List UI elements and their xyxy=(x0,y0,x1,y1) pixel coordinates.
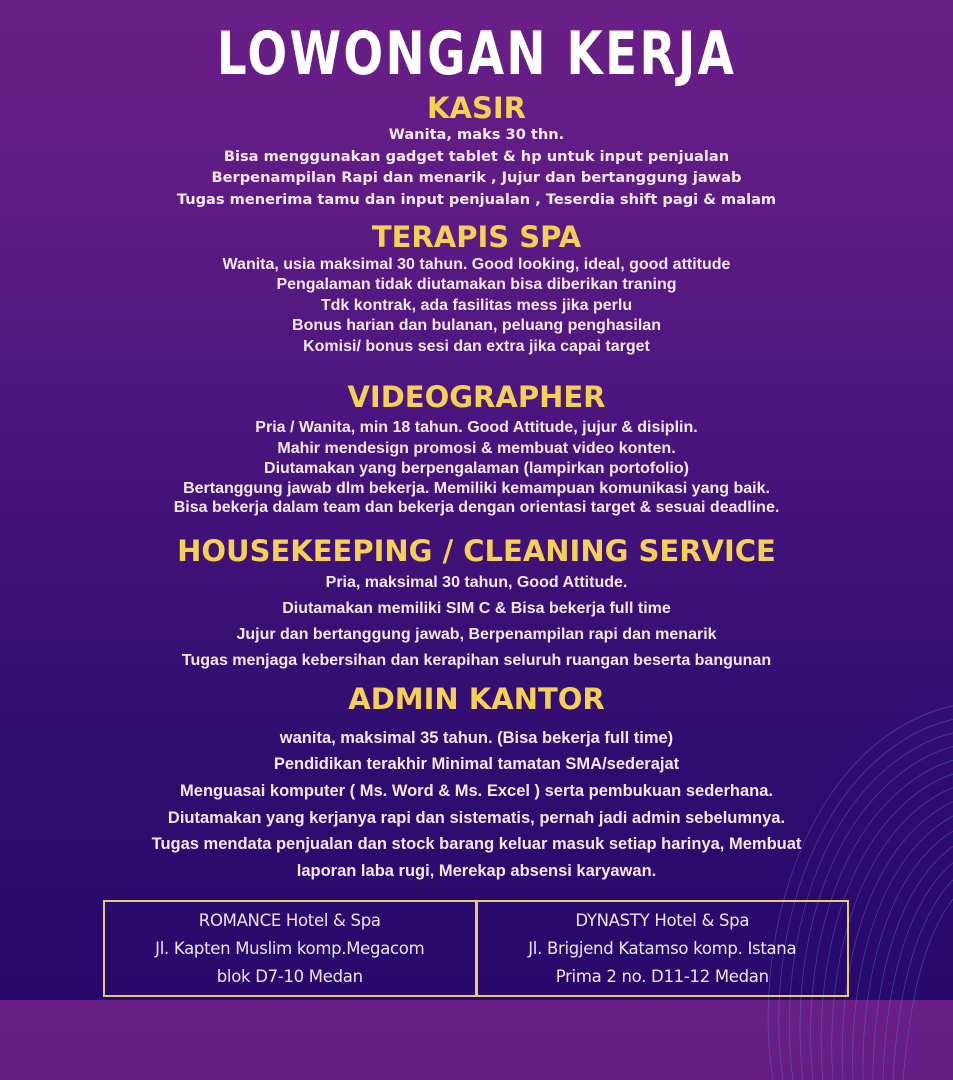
videographer-requirement: Mahir mendesign promosi & membuat video konten. xyxy=(277,440,676,457)
section-heading-housekeeping: HOUSEKEEPING / CLEANING SERVICE xyxy=(177,534,776,568)
housekeeping-requirement: Diutamakan memiliki SIM C & Bisa bekerja full time xyxy=(282,600,671,617)
videographer-requirement: Bertanggung jawab dlm bekerja. Memiliki kemampuan komunikasi yang baik. xyxy=(183,480,770,497)
terapis-requirement: Bonus harian dan bulanan, peluang penghasilan xyxy=(292,317,661,334)
location-address: Jl. Brigjend Katamso komp. Istana xyxy=(528,938,797,958)
kasir-requirement: Tugas menerima tamu dan input penjualan , Teserdia shift pagi & malam xyxy=(176,191,777,208)
videographer-requirement: Diutamakan yang berpengalaman (lampirkan portofolio) xyxy=(264,460,689,477)
terapis-requirement: Komisi/ bonus sesi dan extra jika capai target xyxy=(303,338,650,355)
admin-requirement: Diutamakan yang kerjanya rapi dan sistematis, pernah jadi admin sebelumnya. xyxy=(167,809,786,827)
terapis-requirement: Pengalaman tidak diutamakan bisa diberikan traning xyxy=(276,276,677,293)
location-box-dynasty xyxy=(476,900,850,997)
section-heading-videographer: VIDEOGRAPHER xyxy=(347,380,606,414)
terapis-requirement: Wanita, usia maksimal 30 tahun. Good looking, ideal, good attitude xyxy=(222,256,731,273)
section-heading-terapis-spa: TERAPIS SPA xyxy=(371,220,582,254)
admin-requirement: Tugas mendata penjualan dan stock barang keluar masuk setiap harinya, Membuat xyxy=(151,835,802,853)
location-box-romance xyxy=(103,900,477,997)
admin-requirement: Pendidikan terakhir Minimal tamatan SMA/sederajat xyxy=(273,755,680,773)
location-address: blok D7-10 Medan xyxy=(216,966,363,986)
section-heading-kasir: KASIR xyxy=(427,91,526,125)
kasir-requirement: Berpenampilan Rapi dan menarik , Jujur dan bertanggung jawab xyxy=(211,169,742,186)
location-address: Jl. Kapten Muslim komp.Megacom xyxy=(155,938,425,958)
videographer-requirement: Bisa bekerja dalam team dan bekerja dengan orientasi target & sesuai deadline. xyxy=(173,499,780,516)
admin-requirement: Menguasai komputer ( Ms. Word & Ms. Excel ) serta pembukuan sederhana. xyxy=(180,782,773,800)
kasir-requirement: Bisa menggunakan gadget tablet & hp untuk input penjualan xyxy=(223,148,730,165)
housekeeping-requirement: Pria, maksimal 30 tahun, Good Attitude. xyxy=(325,574,628,591)
kasir-requirement: Wanita, maks 30 thn. xyxy=(388,126,565,143)
housekeeping-requirement: Tugas menjaga kebersihan dan kerapihan seluruh ruangan beserta bangunan xyxy=(181,652,772,669)
terapis-requirement: Tdk kontrak, ada fasilitas mess jika perlu xyxy=(320,297,633,314)
location-name: ROMANCE Hotel & Spa xyxy=(198,910,381,930)
locations-panel xyxy=(103,900,849,997)
admin-requirement: laporan laba rugi, Merekap absensi karyawan. xyxy=(296,862,657,880)
videographer-requirement: Pria / Wanita, min 18 tahun. Good Attitude, jujur & disiplin. xyxy=(255,419,698,436)
location-name: DYNASTY Hotel & Spa xyxy=(575,910,750,930)
admin-requirement: wanita, maksimal 35 tahun. (Bisa bekerja full time) xyxy=(279,729,674,747)
section-heading-admin-kantor: ADMIN KANTOR xyxy=(348,682,605,716)
location-address: Prima 2 no. D11-12 Medan xyxy=(555,966,769,986)
housekeeping-requirement: Jujur dan bertanggung jawab, Berpenampilan rapi dan menarik xyxy=(236,626,717,643)
page-title: LOWONGAN KERJA xyxy=(216,19,737,89)
